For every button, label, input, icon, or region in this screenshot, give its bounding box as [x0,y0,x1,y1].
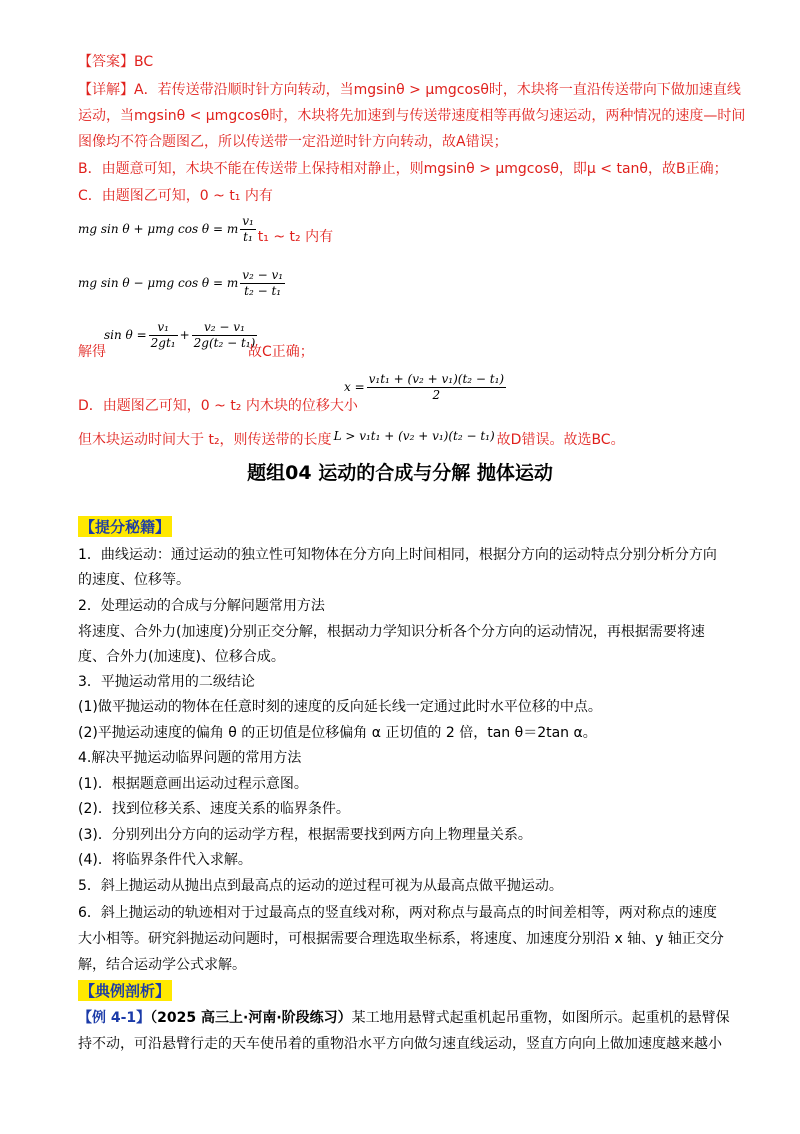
tips-line-9: 4.解决平抛运动临界问题的常用方法 [78,750,302,766]
last-after-text: 故D错误。故选BC。 [496,432,625,448]
tips-line-17: 解，结合运动学公式求解。 [78,957,246,973]
tips-line-14: 5．斜上抛运动从抛出点到最高点的运动的逆过程可视为从最高点做平抛运动。 [78,878,563,894]
tips-line-1: 1．曲线运动：通过运动的独立性可知物体在分方向上时间相同，根据分方向的运动特点分别分析分方向 [78,547,717,563]
explain-line-1 [78,80,741,100]
explain-line-2: 运动，当mgsinθ < μmgcosθ时，木块将先加速到与传送带速度相等再做匀速运动，两种情况的速度—时间 [78,108,746,124]
tips-header [78,516,172,537]
tips-line-13: (4)．将临界条件代入求解。 [78,852,252,868]
example-source: （2025 高三上·河南·阶段练习） [150,1010,352,1026]
eq2-lhs: mg sin θ − μmg cos θ = m [78,276,239,290]
example-line-1 [78,1008,730,1028]
eq3-lhs: sin θ = [104,328,147,342]
answer-tag: 【答案】 [78,54,134,70]
explain-line-3: 图像均不符合题图乙，所以传送带一定沿逆时针方向转动，故A错误； [78,134,508,150]
tips-line-11: (2)．找到位移关系、速度关系的临界条件。 [78,801,350,817]
tips-line-8: (2)平抛运动速度的偏角 θ 的正切值是位移偏角 α 正切值的 2 倍，tan θ＝2tan α。 [78,725,597,741]
eq4-fraction [367,372,506,403]
eq3-f2-denominator: 2g(t₂ − t₁) [193,336,256,350]
answer-line [78,52,153,72]
tips-line-10: (1)．根据题意画出运动过程示意图。 [78,776,308,792]
explain-text-1: A．若传送带沿顺时针方向转动，当mgsinθ > μmgcosθ时，木块将一直沿传送带向下做加速直线 [134,82,741,98]
eq3-plus: + [179,328,190,342]
tips-line-5: 度、合外力(加速度)、位移合成。 [78,649,285,665]
equation-2 [78,268,287,299]
eq1-after-text: t₁ ~ t₂ 内有 [257,229,334,245]
solve-label: 解得 [78,344,106,360]
explain-line-4: B．由题意可知，木块不能在传送带上保持相对静止，则mgsinθ > μmgcosθ，即μ < tanθ，故B正确； [78,161,728,177]
eq1-numerator: v₁ [242,214,254,228]
eq3-f2-numerator: v₂ − v₁ [192,320,258,336]
section-title: 题组04 运动的合成与分解 抛体运动 [247,462,553,484]
eq4-denominator: 2 [432,388,441,402]
eq3-f1-numerator: v₁ [149,320,178,336]
tips-line-15: 6．斜上抛运动的轨迹相对于过最高点的竖直线对称，两对称点与最高点的时间差相等，两对称点的速度 [78,905,717,921]
example-tag: 【典例剖析】 [80,982,171,1000]
example-label: 【例 4-1】 [78,1010,151,1026]
equation-4 [344,372,508,403]
example-line-2: 持不动，可沿悬臂行走的天车使吊着的重物沿水平方向做匀速直线运动，竖直方向向上做加速度越来越小 [78,1036,722,1052]
eq3-fraction-1 [149,320,178,351]
equation-5: L > v₁t₁ + (v₂ + v₁)(t₂ − t₁) [333,429,495,443]
tips-line-12: (3)．分别列出分方向的运动学方程，根据需要找到两方向上物理量关系。 [78,827,532,843]
explain-tag: 【详解】 [78,82,134,98]
answer-value: BC [134,54,154,70]
eq4-lhs: x = [344,380,365,394]
last-before-text: 但木块运动时间大于 t₂，则传送带的长度 [78,432,332,448]
solve-after-text: 故C正确； [248,344,314,360]
equation-3 [104,320,259,351]
explain-d-line: D．由题图乙可知，0 ~ t₂ 内木块的位移大小 [78,398,358,414]
eq1-denominator: t₁ [243,230,253,244]
eq1-fraction [240,214,256,245]
tips-line-2: 的速度、位移等。 [78,572,190,588]
tips-line-3: 2．处理运动的合成与分解问题常用方法 [78,598,325,614]
explain-last-line [78,430,625,450]
tips-line-4: 将速度、合外力(加速度)分别正交分解，根据动力学知识分析各个分方向的运动情况，再根据需要将速 [78,624,705,640]
tips-line-7: (1)做平抛运动的物体在任意时刻的速度的反向延长线一定通过此时水平位移的中点。 [78,699,602,715]
explain-line-5: C．由题图乙可知，0 ~ t₁ 内有 [78,188,273,204]
example-header [78,980,172,1001]
eq3-f1-denominator: 2gt₁ [150,336,176,350]
eq2-fraction [240,268,285,299]
eq2-numerator: v₂ − v₁ [242,268,284,282]
eq1-lhs: mg sin θ + μmg cos θ = m [78,222,239,236]
equation-1 [78,214,333,245]
tips-line-6: 3．平抛运动常用的二级结论 [78,674,255,690]
eq2-denominator: t₂ − t₁ [244,284,282,298]
eq4-numerator: v₁t₁ + (v₂ + v₁)(t₂ − t₁) [368,372,505,386]
tips-tag: 【提分秘籍】 [80,518,171,536]
example-text-1: 某工地用悬臂式起重机起吊重物，如图所示。起重机的悬臂保 [351,1010,730,1026]
tips-line-16: 大小相等。研究斜抛运动问题时，可根据需要合理选取坐标系，将速度、加速度分别沿 x 轴、y 轴正交分 [78,931,724,947]
